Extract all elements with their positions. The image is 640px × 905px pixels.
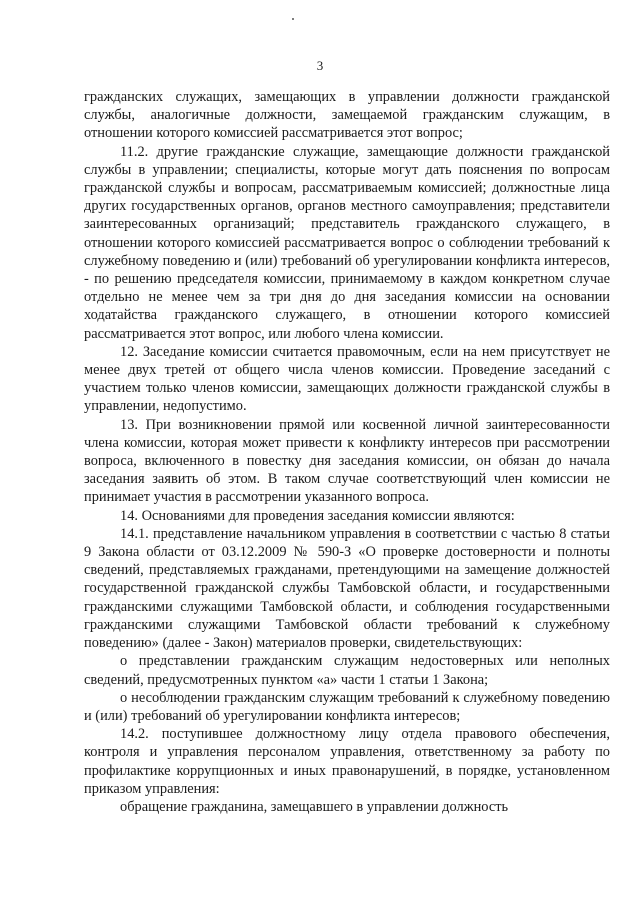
paragraph-14: 14. Основаниями для проведения заседания комиссии являются:: [120, 507, 515, 524]
paragraph-14-2: 14.2. поступившее должностному лицу отдела правового обеспечения, контроля и управления персоналом управления, ответственному за работу по профилактике коррупционных и иных правонарушений, в порядке, установленном приказом управления:: [84, 726, 610, 797]
paragraph-14-1: 14.1. представление начальником управления в соответствии с частью 8 статьи 9 Закона области от 03.12.2009 № 590-З «О проверке достоверности и полноты сведений, представляемых гражданами, претендующими на замещение должностей государственной гражданской службы Тамбовской области, и государственными гражданскими служащими Тамбовской области, и соблюдения государственными гражданскими служащими Тамбовской области требований к служебному поведению» (далее - Закон) материалов проверки, свидетельствующих:: [84, 525, 610, 652]
paragraph-13: 13. При возникновении прямой или косвенной личной заинтересованности члена комиссии, которая может привести к конфликту интересов при рассмотрении вопроса, включенного в повестку дня заседания комиссии, он обязан до начала заседания заявить об этом. В таком случае соответствующий член комиссии не принимает участия в рассмотрении указанного вопроса.: [84, 416, 610, 506]
paragraph-11-2: 11.2. другие гражданские служащие, замещающие должности гражданской службы в управлении; специалисты, которые могут дать пояснения по вопросам гражданской службы и вопросам, рассматриваемым комиссией; должностные лица других государственных органов, органов местного самоуправления; представители заинтересованных организаций; представитель гражданского служащего, в отношении которого комиссией рассматривается вопрос о соблюдении требований к служебному поведению и (или) требований об урегулировании конфликта интересов, - по решению председателя комиссии, принимаемому в каждом конкретном случае отдельно не менее чем за три дня до дня заседания комиссии на основании ходатайства гражданского служащего, в отношении которого комиссией рассматривается этот вопрос, или любого члена комиссии.: [84, 143, 610, 342]
paragraph-continuation: гражданских служащих, замещающих в управлении должности гражданской службы, аналогичные должности, замещаемой гражданским служащим, в отношении которого комиссией рассматривается этот вопрос;: [84, 89, 610, 142]
paragraph-14-1-item-1: о представлении гражданским служащим недостоверных или неполных сведений, предусмотренных пунктом «а» части 1 статьи 1 Закона;: [84, 653, 610, 688]
scan-speck: [292, 18, 294, 20]
paragraph-14-1-item-2: о несоблюдении гражданским служащим требований к служебному поведению и (или) требований об урегулировании конфликта интересов;: [84, 689, 610, 724]
paragraph-14-2-item-1: обращение гражданина, замещавшего в управлении должность: [120, 798, 509, 815]
page-number: 3: [316, 58, 324, 73]
document-body: [84, 88, 610, 816]
paragraph-12: 12. Заседание комиссии считается правомочным, если на нем присутствует не менее двух третей от общего числа членов комиссии. Проведение заседаний с участием только членов комиссии, замещающих должности гражданской службы в управлении, недопустимо.: [84, 343, 610, 415]
